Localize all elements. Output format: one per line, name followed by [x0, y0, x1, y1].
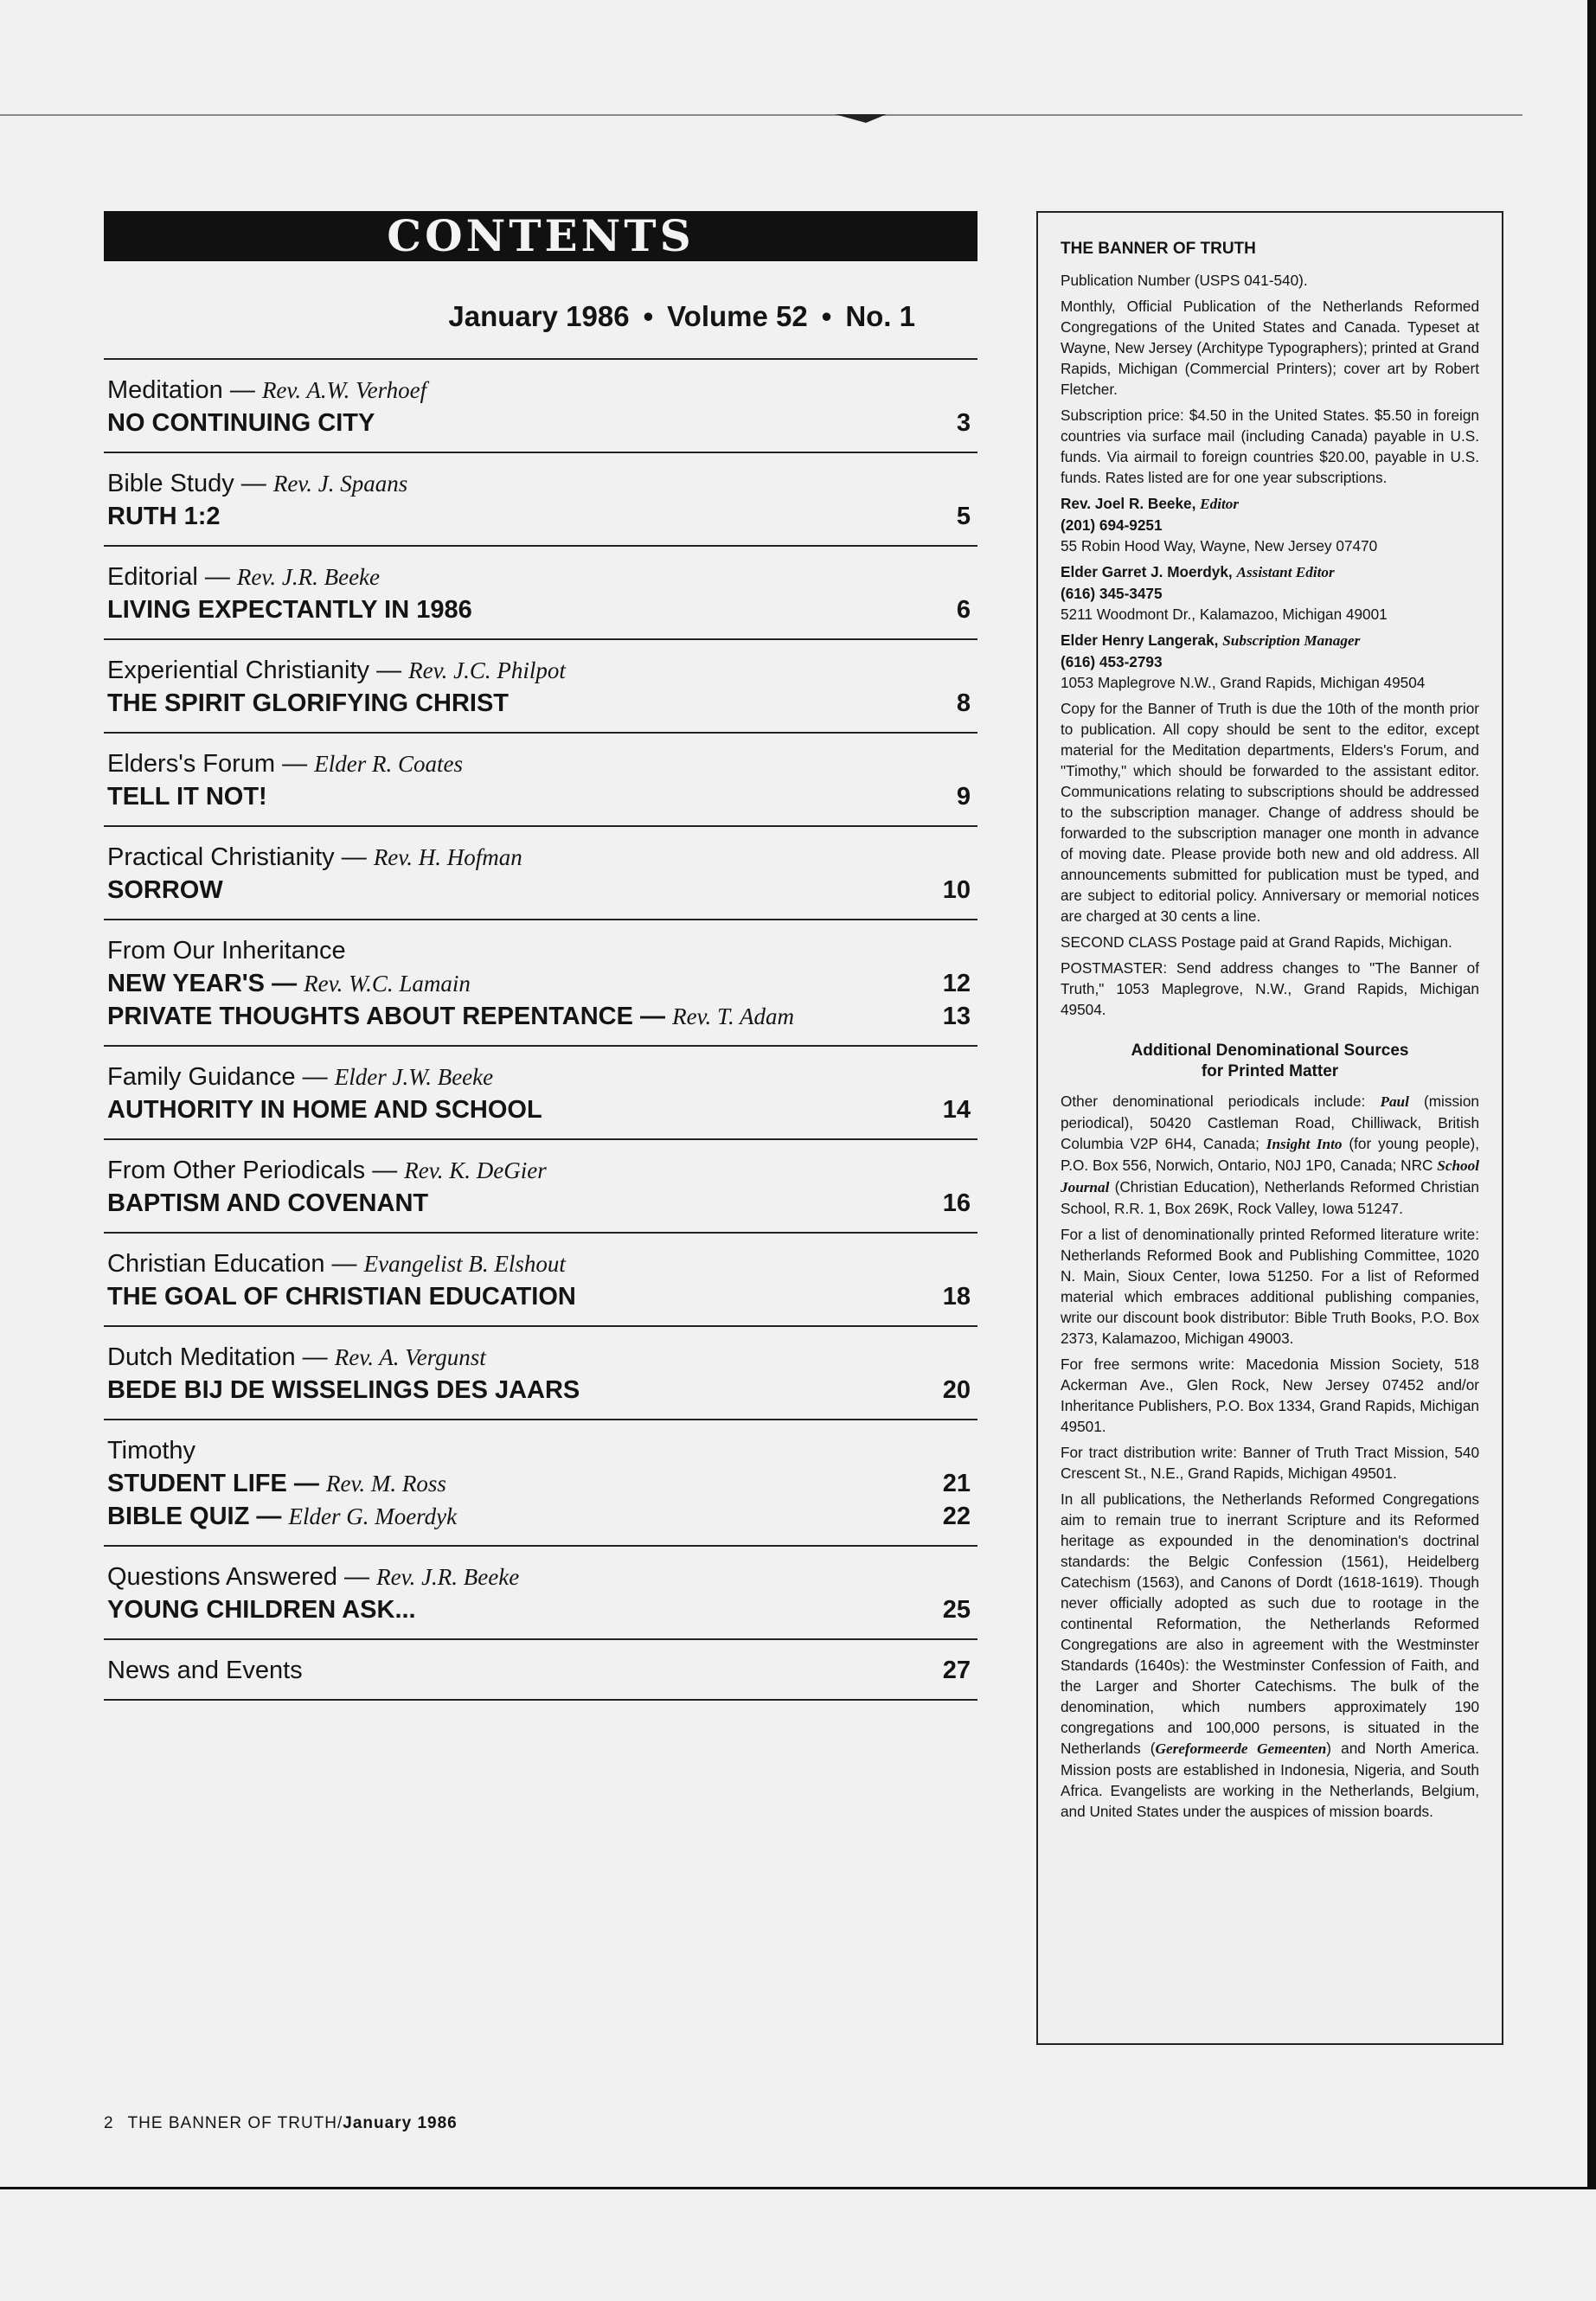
issue-separator: •: [821, 300, 832, 332]
section-author: Rev. A.W. Verhoef: [261, 377, 427, 403]
page-number: 3: [956, 409, 971, 437]
contents-entry: [104, 1140, 977, 1234]
entry-section-row: [107, 747, 974, 780]
entry-section-row: [107, 374, 974, 407]
article-title: PRIVATE THOUGHTS ABOUT REPENTANCE — Rev. T. Adam: [107, 1003, 795, 1030]
issue-volume: Volume 52: [667, 300, 808, 332]
page-number: 14: [942, 1096, 971, 1124]
entry-section: Questions Answered — Rev. J.R. Beeke: [107, 1563, 520, 1591]
periodicals-text: (for young people), P.O. Box 556, Norwich, Ontario, N0J 1P0, Canada; NRC: [1061, 1135, 1479, 1174]
article-title-text: BIBLE QUIZ: [107, 1503, 250, 1530]
entry-title-row: [107, 407, 974, 439]
issue-number: No. 1: [845, 300, 915, 332]
entry-title-row: [107, 1187, 974, 1220]
footer-publication: THE BANNER OF TRUTH/: [127, 2114, 343, 2132]
entry-title-row: [107, 1374, 974, 1407]
page-number: 10: [942, 876, 971, 904]
periodical-school-journal: School Journal: [1061, 1157, 1479, 1195]
contents-entry: [104, 453, 977, 547]
footer-page-number: 2: [104, 2114, 114, 2132]
article-title: [107, 687, 509, 720]
publication-description: Monthly, Official Publication of the Netherlands Reformed Congregations of the United States and Canada. Typeset at Wayne, New Jersey (Architype Typographers); printed at Grand Rapids, Michigan (Commercial Printers); cover art by Robert Fletcher.: [1061, 298, 1479, 398]
contents-entry: [104, 1640, 977, 1701]
section-author: Evangelist B. Elshout: [363, 1251, 566, 1277]
postage-info: SECOND CLASS Postage paid at Grand Rapids, Michigan.: [1061, 933, 1452, 951]
article-title: BIBLE QUIZ — Elder G. Moerdyk: [107, 1503, 458, 1530]
staff-name: Rev. Joel R. Beeke,: [1061, 495, 1196, 512]
publication-number: Publication Number (USPS 041-540).: [1061, 272, 1308, 289]
contents-column: [104, 211, 977, 1701]
entry-title-row: [107, 500, 974, 533]
postmaster-info: POSTMASTER: Send address changes to "The Banner of Truth," 1053 Maplegrove, N.W., Grand Rapids, Michigan 49504.: [1061, 959, 1479, 1018]
staff-member: [1061, 493, 1479, 556]
closing-text: In all publications, the Netherlands Reformed Congregations aim to remain true to inerrant Scripture and its Reformed heritage as expounded in the denomination's doctrinal standards: the Belgic Confession (1561), Heidelberg Catechism (1563), and Canons of Dordt (1618-1619). Though never officially adopted as such due to rootage in the continental Reformation, the Netherlands Reformed Congregations are also in agreement with the Westminster Standards (1640s): the Westminster Confession of Faith, and the Larger and Shorter Catechisms. The bulk of the denomination, which numbers approximately 190 congregations and 100,000 persons, is situated in the Netherlands (: [1061, 1490, 1479, 1757]
section-author: Rev. K. DeGier: [404, 1157, 547, 1183]
entry-section: Dutch Meditation — Rev. A. Vergunst: [107, 1343, 486, 1371]
section-author: Elder R. Coates: [314, 751, 463, 777]
page-number: 16: [942, 1189, 971, 1217]
article-title: [107, 407, 375, 439]
section-author: Rev. J.R. Beeke: [376, 1564, 520, 1590]
contents-entry: [104, 1234, 977, 1327]
article-title-text: RUTH 1:2: [107, 503, 221, 530]
section-name: From Our Inheritance: [107, 937, 346, 965]
staff-member: [1061, 630, 1479, 693]
sermons-info: For free sermons write: Macedonia Mission Society, 518 Ackerman Ave., Glen Rock, New Jersey 07452 and/or Inheritance Publishers, P.O. Box 1334, Grand Rapids, Michigan 49501.: [1061, 1356, 1479, 1435]
entry-title-row: [107, 1280, 974, 1313]
section-name: News and Events: [107, 1657, 303, 1684]
entry-title-row: [107, 1093, 974, 1126]
closing-statement: [1061, 1489, 1479, 1822]
entry-section-row: [107, 467, 974, 500]
article-title: STUDENT LIFE — Rev. M. Ross: [107, 1470, 446, 1497]
article-author: Rev. T. Adam: [672, 1003, 795, 1029]
contents-entry: [104, 734, 977, 827]
additional-sources-title: [1061, 1041, 1479, 1082]
staff-role: Assistant Editor: [1236, 564, 1335, 580]
bottom-rule: [0, 2187, 1596, 2189]
section-name: Bible Study: [107, 470, 234, 497]
page-number: 6: [956, 596, 971, 624]
masthead-title: THE BANNER OF TRUTH: [1061, 240, 1256, 258]
staff-list: [1061, 493, 1479, 693]
staff-name: Elder Garret J. Moerdyk,: [1061, 563, 1233, 580]
article-title-text: SORROW: [107, 876, 223, 904]
section-author: Elder J.W. Beeke: [334, 1064, 494, 1090]
section-author: Rev. J. Spaans: [272, 471, 408, 497]
staff-address: 1053 Maplegrove N.W., Grand Rapids, Michigan 49504: [1061, 674, 1426, 691]
entry-section-row: [107, 1247, 974, 1280]
page-number: 27: [942, 1657, 971, 1684]
article-title-text: BEDE BIJ DE WISSELINGS DES JAARS: [107, 1376, 580, 1404]
contents-entry: [104, 1327, 977, 1420]
tracts-info: For tract distribution write: Banner of Truth Tract Mission, 540 Crescent St., N.E., Grand Rapids, Michigan 49501.: [1061, 1444, 1479, 1482]
entry-section: Bible Study — Rev. J. Spaans: [107, 470, 408, 497]
entry-section-row: [107, 561, 974, 593]
article-title-text: NEW YEAR'S: [107, 970, 266, 997]
entry-section-row: [107, 841, 974, 874]
entry-title-row: [107, 967, 974, 1000]
contents-heading: CONTENTS: [104, 211, 977, 261]
contents-entry: [104, 827, 977, 920]
entry-section-row: [107, 654, 974, 687]
section-author: Rev. A. Vergunst: [334, 1344, 486, 1370]
article-title-text: PRIVATE THOUGHTS ABOUT REPENTANCE: [107, 1003, 633, 1030]
additional-title-line-1: Additional Denominational Sources: [1131, 1042, 1409, 1060]
staff-role: Editor: [1200, 496, 1240, 512]
section-name: From Other Periodicals: [107, 1157, 366, 1184]
entry-section: [107, 934, 346, 967]
entry-title-row: [107, 780, 974, 813]
entry-section-row: [107, 1061, 974, 1093]
staff-address: 55 Robin Hood Way, Wayne, New Jersey 07470: [1061, 537, 1378, 554]
article-title: [107, 500, 221, 533]
article-title: [107, 874, 223, 907]
section-name: Family Guidance: [107, 1063, 296, 1091]
contents-entry: [104, 360, 977, 453]
entry-section: Practical Christianity — Rev. H. Hofman: [107, 843, 522, 871]
page-edge: [1587, 0, 1596, 2187]
entry-title-row: [107, 874, 974, 907]
article-title-text: THE SPIRIT GLORIFYING CHRIST: [107, 689, 510, 717]
entry-section-row: [107, 1434, 974, 1467]
article-title: [107, 780, 267, 813]
footer-date: January 1986: [343, 2114, 458, 2132]
entry-section: [107, 1654, 303, 1687]
issue-separator: •: [643, 300, 654, 332]
contents-entry: [104, 1420, 977, 1547]
article-title-text: BAPTISM AND COVENANT: [107, 1189, 429, 1217]
page-number: 12: [942, 970, 971, 997]
entry-title-row: [107, 1000, 974, 1033]
page-number: 13: [942, 1003, 971, 1030]
article-author: Rev. M. Ross: [325, 1471, 446, 1497]
staff-address: 5211 Woodmont Dr., Kalamazoo, Michigan 49001: [1061, 606, 1388, 623]
staff-role: Subscription Manager: [1222, 632, 1361, 649]
entry-section: Editorial — Rev. J.R. Beeke: [107, 563, 381, 591]
article-title: [107, 1374, 580, 1407]
contents-entry: [104, 1047, 977, 1140]
contents-entry: [104, 640, 977, 734]
staff-phone: (616) 453-2793: [1061, 653, 1163, 670]
article-title: [107, 1280, 576, 1313]
periodicals-text: Other denominational periodicals include:: [1061, 1093, 1381, 1110]
page-number: 8: [956, 689, 971, 717]
article-title: NEW YEAR'S — Rev. W.C. Lamain: [107, 970, 471, 997]
subscription-info: Subscription price: $4.50 in the United States. $5.50 in foreign countries via surface mail (including Canada) payable in U.S. funds. Via airmail to foreign countries $20.00, payable in U.S. funds. Rates listed are for one year subscriptions.: [1061, 407, 1479, 486]
article-title: [107, 1093, 542, 1126]
article-title: [107, 593, 472, 626]
article-title-text: THE GOAL OF CHRISTIAN EDUCATION: [107, 1283, 576, 1311]
entry-title-row: [107, 687, 974, 720]
section-name: Timothy: [107, 1437, 196, 1465]
contents-entry: [104, 920, 977, 1047]
staff-name: Elder Henry Langerak,: [1061, 631, 1219, 649]
entry-title-row: [107, 1467, 974, 1500]
entry-section-row: [107, 1654, 974, 1687]
article-author: Rev. W.C. Lamain: [304, 971, 471, 997]
staff-member: [1061, 561, 1479, 625]
entry-section: From Other Periodicals — Rev. K. DeGier: [107, 1157, 547, 1184]
entry-section: Experiential Christianity — Rev. J.C. Philpot: [107, 657, 566, 684]
contents-entry: [104, 1547, 977, 1640]
page-number: 18: [942, 1283, 971, 1311]
entry-section: Christian Education — Evangelist B. Elshout: [107, 1250, 566, 1278]
section-author: Rev. J.C. Philpot: [408, 657, 566, 683]
section-name: Elders's Forum: [107, 750, 276, 778]
staff-phone: (201) 694-9251: [1061, 516, 1163, 534]
closing-text: ) and North America. Mission posts are established in Indonesia, Nigeria, and South Africa. Evangelists are working in the Netherlands, Belgium, and United States under the auspices of mission boards.: [1061, 1740, 1479, 1820]
article-title-text: AUTHORITY IN HOME AND SCHOOL: [107, 1096, 542, 1124]
section-name: Practical Christianity: [107, 843, 335, 871]
section-name: Experiential Christianity: [107, 657, 370, 684]
section-name: Dutch Meditation: [107, 1343, 296, 1371]
page-number: 22: [942, 1503, 971, 1530]
entry-section-row: [107, 1341, 974, 1374]
section-author: Rev. J.R. Beeke: [236, 564, 381, 590]
article-title-text: YOUNG CHILDREN ASK...: [107, 1596, 416, 1624]
page-number: 9: [956, 783, 971, 811]
entry-section: [107, 1434, 195, 1467]
page-number: 21: [942, 1470, 971, 1497]
entry-title-row: [107, 593, 974, 626]
article-title-text: STUDENT LIFE: [107, 1470, 287, 1497]
article-title-text: LIVING EXPECTANTLY IN 1986: [107, 596, 472, 624]
section-name: Christian Education: [107, 1250, 325, 1278]
copy-notice: Copy for the Banner of Truth is due the 10th of the month prior to publication. All copy should be sent to the editor, except material for the Meditation departments, Elders's Forum, and "Timothy," which should be forwarded to the assistant editor. Communications relating to subscriptions should be addressed to the subscription manager. Change of address should be forwarded to the subscription manager one month in advance of moving date. Please provide both new and old address. All announcements submitted for publication must be typed, and are subject to editorial policy. Anniversary or memorial notices are charged at 30 cents a line.: [1061, 700, 1479, 925]
masthead-box: [1036, 211, 1503, 2045]
article-title: [107, 1187, 428, 1220]
article-title-text: NO CONTINUING CITY: [107, 409, 375, 437]
contents-entry: [104, 547, 977, 640]
page-number: 5: [956, 503, 971, 530]
scan-mark: [835, 112, 887, 125]
additional-title-line-2: for Printed Matter: [1201, 1062, 1339, 1080]
periodical-paul: Paul: [1380, 1093, 1409, 1110]
page-number: 25: [942, 1596, 971, 1624]
section-author: Rev. H. Hofman: [373, 844, 522, 870]
contents-list: [104, 358, 977, 1701]
gereformeerde-gemeenten: Gereformeerde Gemeenten: [1155, 1740, 1327, 1757]
entry-section: Meditation — Rev. A.W. Verhoef: [107, 376, 427, 404]
entry-section-row: [107, 1154, 974, 1187]
periodicals-text: (Christian Education), Netherlands Reformed Christian School, R.R. 1, Box 269K, Rock Valley, Iowa 51247.: [1061, 1178, 1479, 1217]
entry-section-row: [107, 1561, 974, 1593]
top-rule: [0, 114, 1522, 116]
staff-phone: (616) 345-3475: [1061, 585, 1163, 602]
entry-section: Family Guidance — Elder J.W. Beeke: [107, 1063, 494, 1091]
periodicals-text: (mission periodical), 50420 Castleman Road, Chilliwack, British Columbia V2P 6H4, Canada;: [1061, 1093, 1479, 1152]
page-number: 20: [942, 1376, 971, 1404]
article-author: Elder G. Moerdyk: [288, 1503, 458, 1529]
issue-line: [104, 299, 977, 334]
section-name: Questions Answered: [107, 1563, 337, 1591]
entry-section-row: [107, 934, 974, 967]
issue-month: January 1986: [448, 300, 630, 332]
literature-info: For a list of denominationally printed Reformed literature write: Netherlands Reformed Book and Publishing Committee, 1020 N. Main, Sioux Center, Iowa 51250. For a list of Reformed material which embraces additional publishing companies, write our discount book distributor: Bible Truth Books, P.O. Box 2373, Kalamazoo, Michigan 49003.: [1061, 1226, 1479, 1347]
page-footer: [104, 2114, 458, 2133]
entry-title-row: [107, 1593, 974, 1626]
periodical-insight-into: Insight Into: [1266, 1136, 1343, 1152]
section-name: Meditation: [107, 376, 223, 404]
entry-title-row: [107, 1500, 974, 1533]
entry-section: Elders's Forum — Elder R. Coates: [107, 750, 463, 778]
article-title: [107, 1593, 416, 1626]
article-title-text: TELL IT NOT!: [107, 783, 267, 811]
periodicals-info: [1061, 1091, 1479, 1219]
section-name: Editorial: [107, 563, 198, 591]
